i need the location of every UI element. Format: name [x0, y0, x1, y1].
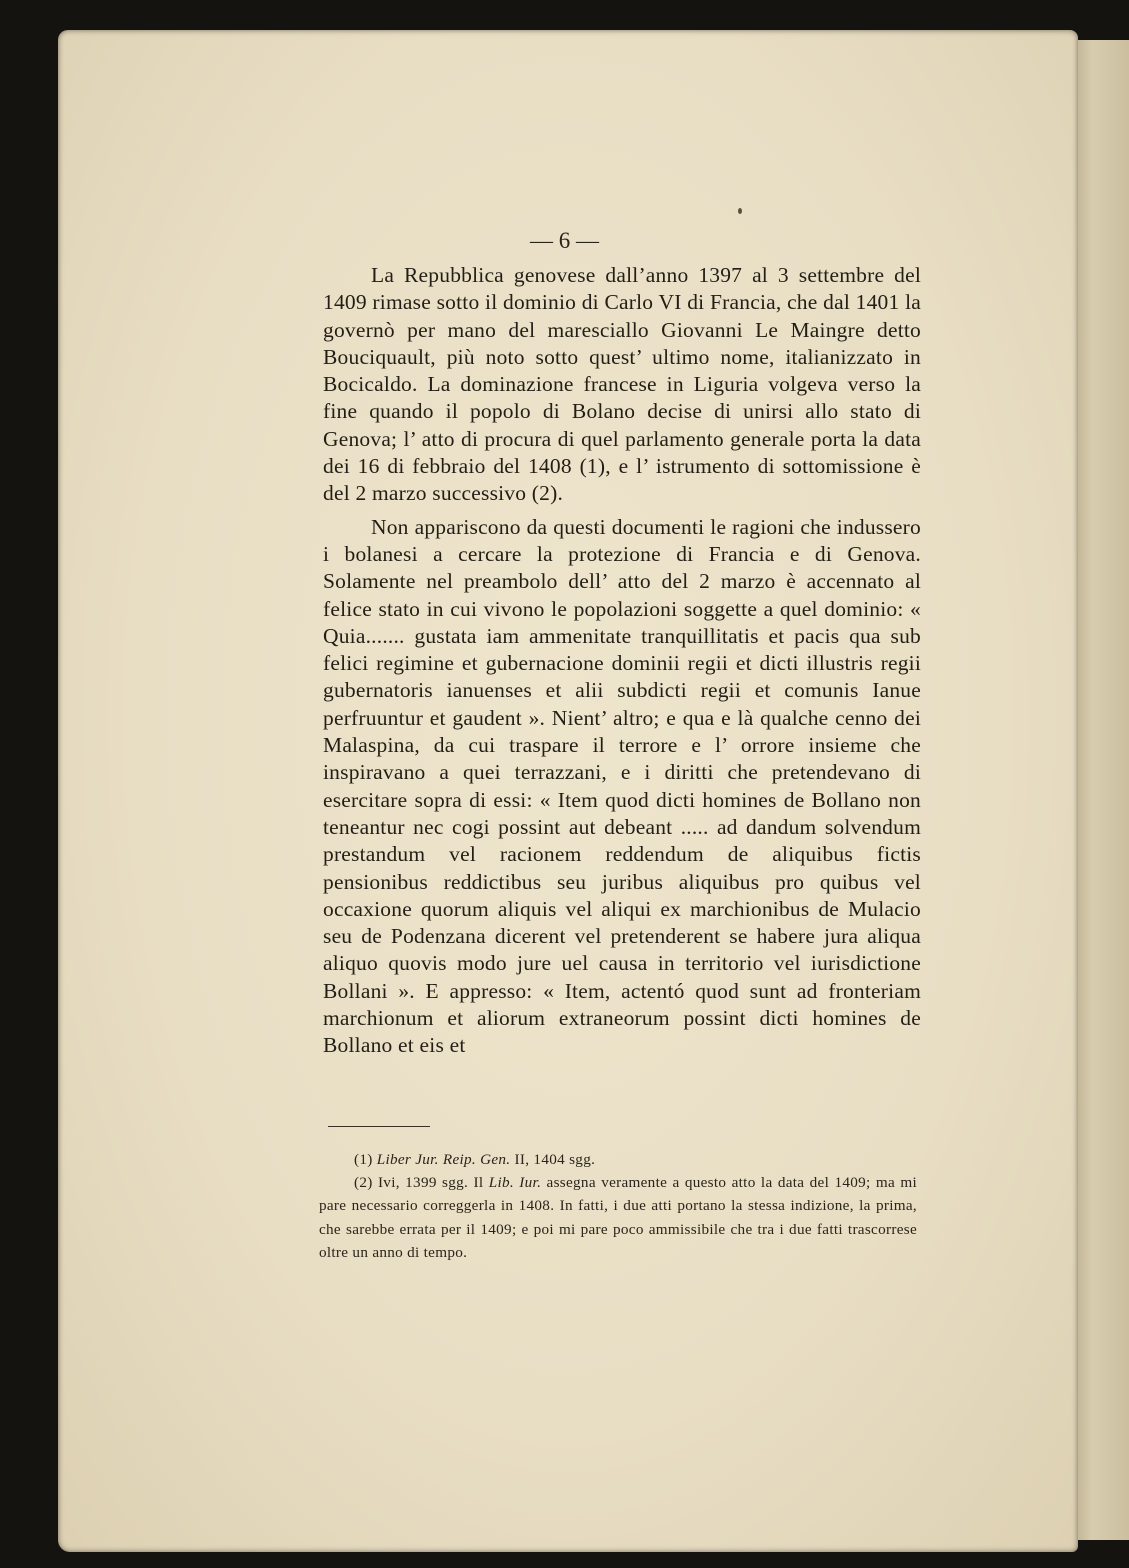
paragraph-2: Non appariscono da questi documenti le ragioni che indussero i bolanesi a cercare la protezione di Francia e di Genova. Solamente nel preambolo dell’ atto del 2 marzo è accennato al felice stato in cui vivono le popolazioni soggette a quel dominio: « Quia....... gustata iam ammenitate tranquillitatis et pacis qua sub felici regimine et gubernacione dominii regii et dicti illustris regii gubernatoris ianuenses et alii subdicti regii et comunis Ianue perfruuntur et gaudent ». Nient’ altro; e qua e là qualche cenno dei Malaspina, da cui traspare il terrore e l’ orrore insieme che inspiravano a quei terrazzani, e i diritti che pretendevano di esercitare sopra di essi: « Item quod dicti homines de Bollano non teneantur nec cogi possint aut debeant ..... ad dandum solvendum prestandum vel racionem reddendum de aliquibus fictis pensionibus reddictibus seu juribus aliquibus pro quibus vel occaxione quorum aliquis vel aliqui ex marchionibus de Mulacio seu de Podenzana dicerent vel pretenderent se habere jura aliqua aliquo quovis modo jure uel causa in territorio vel iurisdictione Bollani ». E appresso: « Item, actentó quod sunt ad fronteriam marchionum et aliorum extraneorum possint dicti homines de Bollano et eis et	[323, 514, 921, 1058]
footnote-mark: (1)	[354, 1151, 373, 1168]
footnote-separator	[328, 1126, 430, 1127]
body-text	[323, 262, 921, 1060]
footnote-citation: Lib. Iur.	[488, 1174, 542, 1192]
footnote-citation: Liber Jur. Reip. Gen.	[376, 1151, 511, 1168]
footnote-1	[319, 1148, 917, 1171]
footnotes	[319, 1148, 917, 1264]
footnote-text: assegna veramente a questo atto la data del 1409; ma mi pare necessario correggerla in 1408. In fatti, i due atti portano la stessa indizione, la prima, che sarebbe errata per il 1409; e poi mi pare poco ammissibile che tra i due fatti trascorrese oltre un anno di tempo.	[319, 1174, 917, 1261]
ink-speck	[738, 208, 742, 214]
footnote-2	[319, 1171, 917, 1264]
paragraph-1: La Repubblica genovese dall’anno 1397 al 3 settembre del 1409 rimase sotto il dominio di Carlo VI di Francia, che dal 1401 la governò per mano del maresciallo Giovanni Le Maingre detto Bouciquault, più noto sotto quest’ ultimo nome, italianizzato in Bocicaldo. La dominazione francese in Liguria volgeva verso la fine quando il popolo di Bolano decise di unirsi allo stato di Genova; l’ atto di procura di quel parlamento generale porta la data dei 16 di febbraio del 1408 (1), e l’ istrumento di sottomissione è del 2 marzo successivo (2).	[323, 263, 921, 506]
page-number: — 6 —	[530, 228, 599, 253]
footnote-lead: Ivi, 1399 sgg. Il	[377, 1174, 484, 1192]
footnote-text: II, 1404 sgg.	[514, 1151, 596, 1168]
footnote-mark: (2)	[354, 1174, 373, 1192]
